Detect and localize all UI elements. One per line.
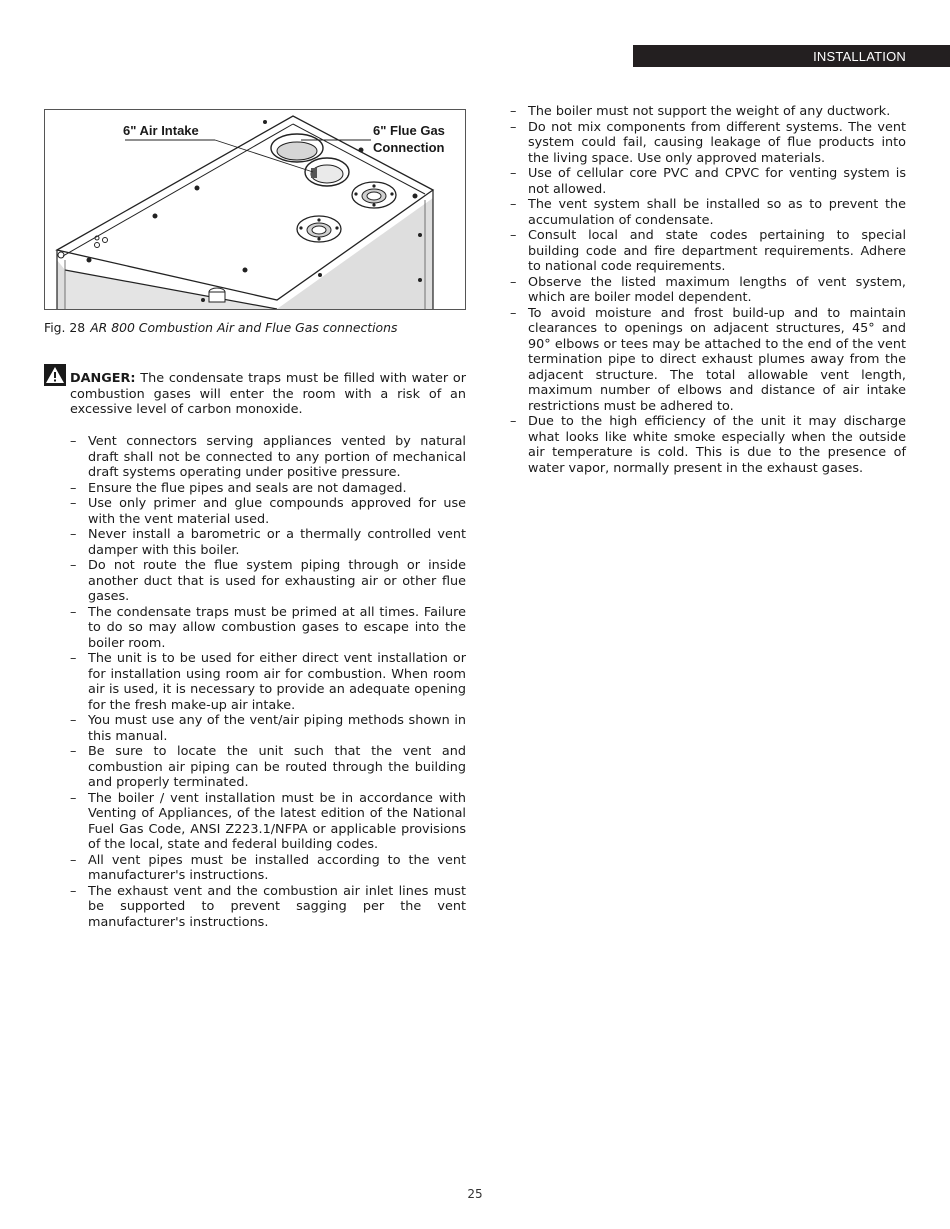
flue-gas-label-line2: Connection [373, 140, 445, 155]
bullet-item [70, 744, 466, 791]
bullet-text: The exhaust vent and the combustion air inlet lines must be supported to prevent sagging per the vent manufacturer's instructions. [88, 883, 466, 930]
bullet-text: Do not mix components from different systems. The vent system could fail, causing leakage of flue products into the living space. Use only approved materials. [528, 119, 906, 166]
bullet-text: The condensate traps must be primed at all times. Failure to do so may allow combustion gases to escape into the boiler room. [88, 604, 466, 651]
figure-boiler-top [44, 109, 466, 310]
bullet-text: The vent system shall be installed so as to prevent the accumulation of condensate. [528, 197, 906, 228]
bullet-dash: – [70, 480, 77, 496]
bullet-dash: – [70, 527, 77, 542]
warning-triangle-icon [44, 364, 66, 386]
bullet-text: To avoid moisture and frost build-up and to maintain clearances to openings on adjacent structures, 45° and 90° elbows or tees may be attached to the end of the vent termination pipe to direct exhaust plumes away from the adjacent structure. The total allowable vent length, maximum number of elbows and distance of air intake restrictions must be adhered to. [528, 305, 906, 414]
bullet-dash: – [510, 104, 517, 119]
bullet-item [510, 306, 906, 415]
bullet-text: Use only primer and glue compounds approved for use with the vent material used. [88, 496, 466, 527]
bullet-item [70, 434, 466, 481]
bullet-dash: – [70, 558, 77, 573]
bullet-item [70, 496, 466, 527]
bullet-dash: – [70, 604, 77, 620]
flue-gas-label-line1: 6" Flue Gas [373, 123, 445, 138]
bullet-dash: – [70, 713, 77, 728]
bullet-text: The boiler must not support the weight of any ductwork. [528, 104, 891, 119]
bullet-item [510, 228, 906, 275]
section-header-bar [633, 45, 950, 67]
bullet-item [510, 414, 906, 476]
bullet-dash: – [510, 228, 517, 243]
air-intake-label: 6" Air Intake [123, 123, 199, 138]
bullet-item [510, 120, 906, 167]
bullet-item [510, 166, 906, 197]
figure-title: AR 800 Combustion Air and Flue Gas connections [90, 320, 398, 335]
page-number: 25 [467, 1187, 483, 1201]
bullet-dash: – [510, 166, 517, 181]
bullet-item [510, 197, 906, 228]
bullet-dash: – [70, 883, 77, 899]
danger-text [44, 364, 466, 418]
bullet-dash: – [70, 496, 77, 511]
bullet-text: Due to the high efficiency of the unit it may discharge what looks like white smoke especially when the outside air temperature is cold. This is due to the presence of water vapor, normally present in the exhaust gases. [528, 414, 906, 476]
bullet-dash: – [510, 414, 517, 429]
bullet-dash: – [70, 790, 77, 806]
bullet-item [70, 605, 466, 652]
bullet-text: All vent pipes must be installed according to the vent manufacturer's instructions. [88, 852, 466, 883]
bullet-item [70, 713, 466, 744]
bullet-item [70, 481, 466, 497]
bullet-text: Be sure to locate the unit such that the vent and combustion air piping can be routed through the building and properly terminated. [88, 744, 466, 790]
bullet-dash: – [70, 434, 77, 449]
danger-message: The condensate traps must be filled with water or combustion gases will enter the room with a risk of an excessive level of carbon monoxide. [70, 371, 466, 417]
bullet-text: Never install a barometric or a thermally controlled vent damper with this boiler. [88, 527, 466, 558]
bullet-dash: – [70, 651, 77, 666]
bullet-text: Do not route the flue system piping through or inside another duct that is used for exhausting air or other flue gases. [88, 558, 466, 604]
bullet-item [70, 884, 466, 931]
danger-label: DANGER: [70, 371, 136, 386]
section-title: INSTALLATION [813, 48, 906, 64]
bullet-text: Consult local and state codes pertaining to special building code and fire department requirements. Adhere to national code requirements. [528, 228, 906, 274]
bullet-text: You must use any of the vent/air piping methods shown in this manual. [88, 713, 466, 744]
danger-notice [44, 364, 466, 418]
bullet-text: Ensure the flue pipes and seals are not damaged. [88, 480, 407, 496]
bullet-dash: – [70, 852, 77, 868]
bullet-text: The unit is to be used for either direct vent installation or for installation using room air for combustion. When room air is used, it is necessary to provide an adequate opening for the fresh make-up air intake. [88, 651, 466, 713]
bullet-item [510, 275, 906, 306]
bullet-text: The boiler / vent installation must be in accordance with Venting of Appliances, of the latest edition of the National Fuel Gas Code, ANSI Z223.1/NFPA or applicable provisions of the local, state and federal building codes. [88, 790, 466, 852]
bullet-item [510, 104, 906, 120]
bullet-dash: – [510, 119, 517, 135]
bullet-item [70, 853, 466, 884]
bullet-dash: – [510, 274, 517, 290]
bullet-dash: – [70, 744, 77, 759]
left-bullet-list [70, 434, 466, 930]
bullet-item [70, 527, 466, 558]
bullet-item [70, 651, 466, 713]
bullet-text: Vent connectors serving appliances vented by natural draft shall not be connected to any portion of mechanical draft systems operating under positive pressure. [88, 434, 466, 480]
bullet-dash: – [510, 305, 517, 321]
bullet-text: Observe the listed maximum lengths of vent system, which are boiler model dependent. [528, 274, 906, 305]
bullet-item [70, 558, 466, 605]
figure-number: Fig. 28 [44, 320, 86, 335]
figure-caption [44, 320, 466, 335]
bullet-dash: – [510, 197, 517, 212]
bullet-text: Use of cellular core PVC and CPVC for venting system is not allowed. [528, 166, 906, 197]
right-bullet-list [510, 104, 906, 476]
bullet-item [70, 791, 466, 853]
